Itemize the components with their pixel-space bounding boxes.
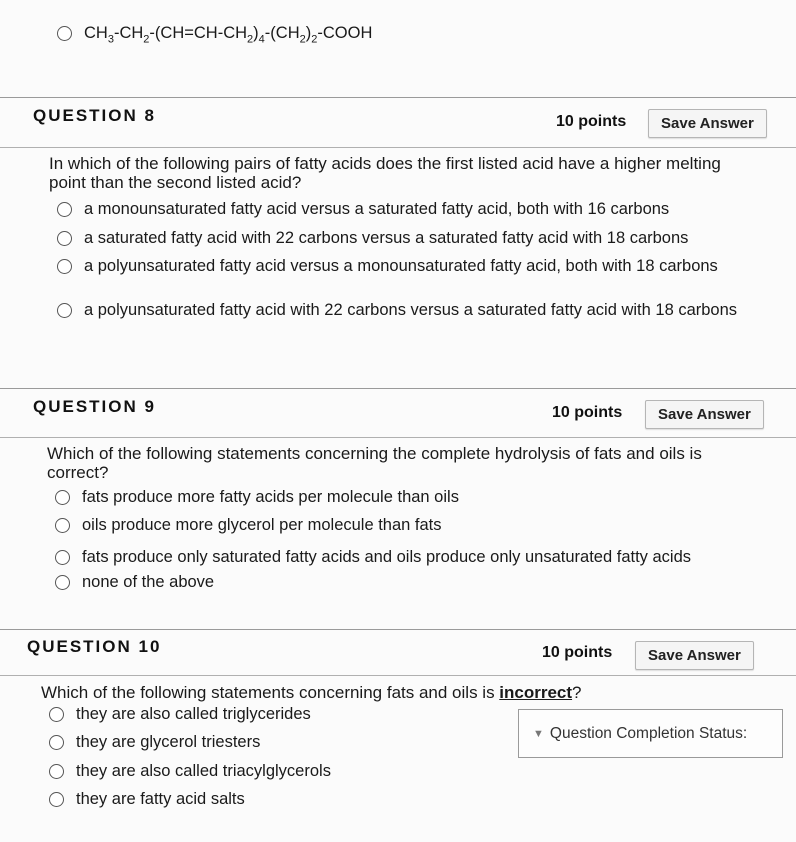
option-label: none of the above bbox=[82, 573, 215, 591]
radio-button[interactable] bbox=[57, 231, 72, 246]
question-9-points: 10 points bbox=[552, 404, 623, 421]
option-label: they are also called triglycerides bbox=[76, 705, 311, 723]
prev-question-option[interactable] bbox=[57, 24, 372, 49]
prompt-text: Which of the following statements concerning fats and oils is bbox=[41, 683, 500, 702]
question-9-option[interactable] bbox=[55, 573, 775, 592]
question-10-option[interactable] bbox=[49, 790, 489, 809]
question-8-save-button[interactable]: Save Answer bbox=[648, 109, 767, 138]
question-10-title: QUESTION 10 bbox=[27, 637, 162, 656]
header-rule bbox=[0, 437, 796, 438]
question-8-option[interactable] bbox=[57, 257, 737, 276]
question-8-option[interactable] bbox=[57, 200, 777, 219]
radio-button[interactable] bbox=[55, 575, 70, 590]
option-label: they are also called triacylglycerols bbox=[76, 762, 331, 780]
question-9-option[interactable] bbox=[55, 516, 775, 535]
prompt-emphasis: incorrect bbox=[499, 683, 573, 702]
radio-button[interactable] bbox=[49, 707, 64, 722]
question-9-prompt: Which of the following statements concerning the complete hydrolysis of fats and oils is correct? bbox=[47, 444, 702, 482]
option-label: fats produce more fatty acids per molecule than oils bbox=[82, 488, 459, 506]
option-label: they are fatty acid salts bbox=[76, 790, 245, 808]
option-label: a polyunsaturated fatty acid versus a monounsaturated fatty acid, both with 18 carbons bbox=[84, 257, 718, 275]
question-10-points: 10 points bbox=[542, 644, 613, 661]
radio-button[interactable] bbox=[49, 792, 64, 807]
header-rule bbox=[0, 675, 796, 676]
question-10-save-button[interactable]: Save Answer bbox=[635, 641, 754, 670]
question-divider bbox=[0, 388, 796, 389]
collapse-arrow-icon[interactable]: ▼ bbox=[533, 727, 544, 740]
radio-button[interactable] bbox=[55, 490, 70, 505]
radio-button[interactable] bbox=[49, 735, 64, 750]
radio-button[interactable] bbox=[49, 764, 64, 779]
question-8-option[interactable] bbox=[57, 301, 757, 320]
header-rule bbox=[0, 147, 796, 148]
radio-button[interactable] bbox=[57, 303, 72, 318]
option-label: a polyunsaturated fatty acid with 22 carbons versus a saturated fatty acid with 18 carbons bbox=[84, 301, 738, 319]
question-10-option[interactable] bbox=[49, 705, 489, 724]
question-9-save-button[interactable]: Save Answer bbox=[645, 400, 764, 429]
question-completion-status[interactable] bbox=[518, 709, 783, 758]
question-8-points: 10 points bbox=[556, 113, 627, 130]
radio-button[interactable] bbox=[57, 202, 72, 217]
question-10-prompt bbox=[41, 683, 761, 702]
question-9-option[interactable] bbox=[55, 488, 775, 507]
question-divider bbox=[0, 97, 796, 98]
option-label: oils produce more glycerol per molecule than fats bbox=[82, 516, 442, 534]
option-label: they are glycerol triesters bbox=[76, 733, 261, 751]
question-divider bbox=[0, 629, 796, 630]
completion-status-label: Question Completion Status: bbox=[549, 724, 748, 742]
question-10-option[interactable] bbox=[49, 762, 489, 781]
question-10-option[interactable] bbox=[49, 733, 489, 752]
option-label: a saturated fatty acid with 22 carbons versus a saturated fatty acid with 18 carbons bbox=[84, 229, 689, 247]
question-8-option[interactable] bbox=[57, 229, 777, 248]
prev-option-text: $CH_3-CH_2-(CH=CH-CH_2)_4-(CH_2)_2$-COOH bbox=[84, 24, 373, 46]
radio-button[interactable] bbox=[57, 259, 72, 274]
radio-button[interactable] bbox=[55, 550, 70, 565]
option-label: fats produce only saturated fatty acids and oils produce only unsaturated fatty acids bbox=[82, 548, 692, 566]
option-label: a monounsaturated fatty acid versus a saturated fatty acid, both with 16 carbons bbox=[84, 200, 670, 218]
question-8-title: QUESTION 8 bbox=[33, 106, 156, 125]
question-8-prompt: In which of the following pairs of fatty acids does the first listed acid have a higher melting point than the second listed acid? bbox=[49, 154, 721, 192]
radio-button[interactable] bbox=[55, 518, 70, 533]
prompt-end: ? bbox=[572, 683, 582, 702]
question-9-option[interactable] bbox=[55, 548, 775, 567]
radio-button[interactable] bbox=[57, 26, 72, 41]
question-9-title: QUESTION 9 bbox=[33, 397, 156, 416]
